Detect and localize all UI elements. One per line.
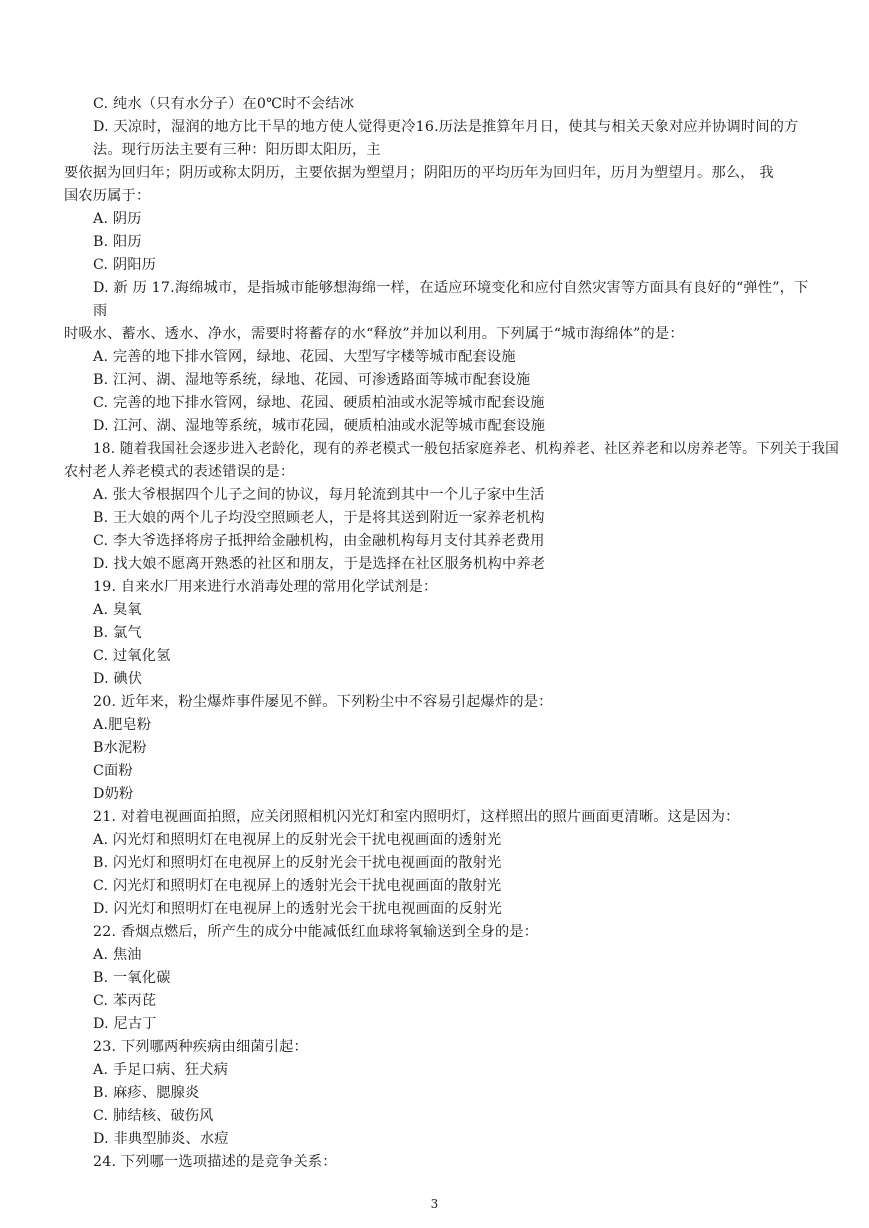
text-line: D. 碘伏	[93, 671, 143, 687]
text-line: A.肥皂粉	[93, 717, 152, 733]
text-line: C. 阴阳历	[93, 257, 157, 273]
text-line: B. 阳历	[93, 234, 142, 250]
text-line: D. 新 历 17.海绵城市，是指城市能够想海绵一样，在适应环境变化和应付自然灾害等方面具有良好的“弹性”，下	[93, 280, 809, 296]
page-number: 3	[430, 1197, 439, 1211]
text-line: C. 李大爷选择将房子抵押给金融机构，由金融机构每月支付其养老费用	[93, 533, 545, 549]
text-line: D. 找大娘不愿离开熟悉的社区和朋友，于是选择在社区服务机构中养老	[93, 556, 546, 572]
text-line: B. 王大娘的两个儿子均没空照顾老人，于是将其送到附近一家养老机构	[93, 510, 545, 526]
text-line: C. 纯水（只有水分子）在0℃时不会结冰	[93, 96, 355, 112]
text-line: 18. 随着我国社会逐步进入老龄化，现有的养老模式一般包括家庭养老、机构养老、社区养老和以房养老等。下列关于我国	[93, 441, 839, 457]
text-line: D奶粉	[93, 786, 134, 802]
text-line: 21. 对着电视画面拍照，应关闭照相机闪光灯和室内照明灯，这样照出的照片画面更清晰。这是因为：	[93, 809, 740, 825]
text-line: D. 尼古丁	[93, 1016, 157, 1032]
text-line: D. 非典型肺炎、水痘	[93, 1131, 229, 1147]
text-line: B水泥粉	[93, 740, 147, 756]
text-line: B. 氯气	[93, 625, 142, 641]
text-line: C. 苯丙芘	[93, 993, 157, 1009]
text-line: B. 一氧化碳	[93, 970, 171, 986]
text-line: A. 张大爷根据四个儿子之间的协议，每月轮流到其中一个儿子家中生活	[93, 487, 545, 503]
text-line: 24. 下列哪一选项描述的是竞争关系：	[93, 1154, 337, 1170]
text-line: 20. 近年来，粉尘爆炸事件屡见不鲜。下列粉尘中不容易引起爆炸的是：	[93, 694, 553, 710]
text-line: 19. 自来水厂用来进行水消毒处理的常用化学试剂是：	[93, 579, 438, 595]
text-line: A. 臭氧	[93, 602, 142, 618]
text-line: D. 闪光灯和照明灯在电视屏上的透射光会干扰电视画面的反射光	[93, 901, 502, 917]
text-line: C面粉	[93, 763, 133, 779]
text-line: C. 肺结核、破伤风	[93, 1108, 214, 1124]
text-line: D. 江河、湖、湿地等系统，城市花园，硬质柏油或水泥等城市配套设施	[93, 418, 546, 434]
text-line: B. 闪光灯和照明灯在电视屏上的反射光会干扰电视画面的散射光	[93, 855, 502, 871]
text-line: D. 天凉时，湿润的地方比干旱的地方使人觉得更冷16.历法是推算年月日，使其与相关天象对应并协调时间的方	[93, 119, 799, 135]
text-line: 农村老人养老模式的表述错误的是：	[64, 464, 295, 480]
text-line: A. 焦油	[93, 947, 142, 963]
text-line: C. 完善的地下排水管网，绿地、花园、硬质柏油或水泥等城市配套设施	[93, 395, 545, 411]
text-line: 要依据为回归年；阴历或称太阴历，主要依据为塑望月；阴阳历的平均历年为回归年，历月为塑望月。那么， 我	[64, 165, 774, 181]
text-line: 23. 下列哪两种疾病由细菌引起：	[93, 1039, 308, 1055]
text-line: 雨	[93, 303, 108, 319]
text-line: C. 过氧化氢	[93, 648, 171, 664]
text-line: A. 手足口病、狂犬病	[93, 1062, 228, 1078]
text-line: 法。现行历法主要有三种：阳历即太阳历，主	[93, 142, 381, 158]
text-line: 国农历属于：	[64, 188, 151, 204]
text-line: A. 完善的地下排水管网，绿地、花园、大型写字楼等城市配套设施	[93, 349, 516, 365]
text-line: B. 麻疹、腮腺炎	[93, 1085, 200, 1101]
text-line: C. 闪光灯和照明灯在电视屏上的透射光会干扰电视画面的散射光	[93, 878, 502, 894]
text-line: 22. 香烟点燃后，所产生的成分中能减低红血球将氧输送到全身的是：	[93, 924, 539, 940]
text-line: B. 江河、湖、湿地等系统，绿地、花园、可渗透路面等城市配套设施	[93, 372, 531, 388]
text-line: A. 阴历	[93, 211, 142, 227]
text-line: A. 闪光灯和照明灯在电视屏上的反射光会干扰电视画面的透射光	[93, 832, 502, 848]
text-line: 时吸水、蓄水、透水、净水，需要时将蓄存的水“释放”并加以利用。下列属于“城市海绵体”的是：	[64, 326, 684, 342]
